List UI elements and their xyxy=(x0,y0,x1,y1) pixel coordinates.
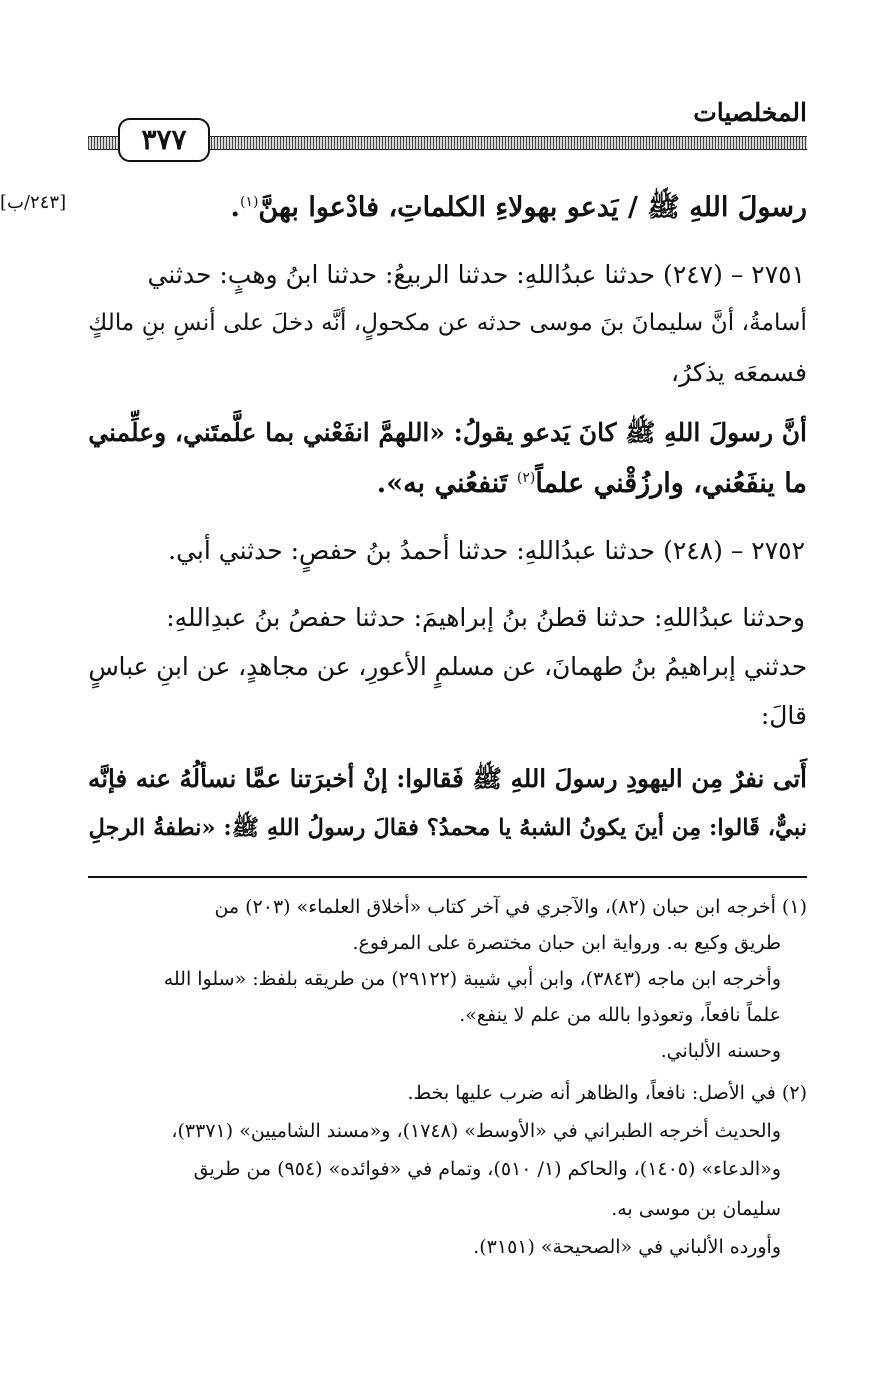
body-line: نبيٌّ، قَالوا: مِن أينَ يكونُ الشبهُ يا محمدُ؟ فقالَ رسولُ اللهِ ﷺ: «نطفةُ الرجلِ xyxy=(88,815,807,841)
body-line: أسامةُ، أنَّ سليمانَ بنَ موسى حدثه عن مكحولٍ، أنَّه دخلَ على أنسِ بنِ مالكٍ xyxy=(88,309,807,336)
body-line: ٢٧٥١ – (٢٤٧) حدثنا عبدُاللهِ: حدثنا الربيعُ: حدثنا ابنُ وهبٍ: حدثني xyxy=(147,260,805,289)
footnote-ref: (٢) xyxy=(516,470,536,486)
body-line: وحدثنا عبدُاللهِ: حدثنا قطنُ بنُ إبراهيمَ: حدثنا حفصُ بنُ عبدِاللهِ: xyxy=(166,603,805,632)
page-number-box xyxy=(118,118,210,162)
footnote-line: سليمان بن موسى به. xyxy=(611,1198,781,1220)
running-title: المخلصيات xyxy=(693,98,807,127)
footnote-line: والحديث أخرجه الطبراني في «الأوسط» (١٧٤٨)، و«مسند الشاميين» (٣٣٧١)، xyxy=(171,1120,781,1142)
footnote-line: وأورده الألباني في «الصحيحة» (٣١٥١). xyxy=(473,1236,781,1258)
body-line: أَتى نفرٌ مِن اليهودِ رسولَ اللهِ ﷺ فَقالوا: إنْ أخبرَتنا عمَّا نسألُهُ عنه فإنَّه xyxy=(88,764,807,793)
footnote-line: وحسنه الألباني. xyxy=(660,1040,781,1062)
body-line: ٢٧٥٢ – (٢٤٨) حدثنا عبدُاللهِ: حدثنا أحمدُ بنُ حفصٍ: حدثني أبي. xyxy=(168,536,805,565)
footnote-line: علماً نافعاً، وتعوذوا بالله من علم لا ينفع». xyxy=(459,1004,781,1026)
margin-reference: [٢٤٣/ب] xyxy=(0,192,67,213)
body-line: قالَ: xyxy=(760,701,807,730)
footnote-separator xyxy=(88,876,807,878)
footnote-line: (٢) في الأصل: نافعاً، والظاهر أنه ضرب عليها بخط. xyxy=(407,1082,807,1104)
page-number: ٣٧٧ xyxy=(141,123,187,156)
body-line: حدثني إبراهيمُ بنُ طهمانَ، عن مسلمٍ الأعورِ، عن مجاهدٍ، عن ابنِ عباسٍ xyxy=(88,652,807,681)
footnote-line: طريق وكيع به. ورواية ابن حبان مختصرة على المرفوع. xyxy=(352,932,781,954)
body-line: فسمعَه يذكرُ، xyxy=(671,358,807,387)
footnote-line: و«الدعاء» (١٤٠٥)، والحاكم (١/ ٥١٠)، وتمام في «فوائده» (٩٥٤) من طريق xyxy=(193,1158,781,1180)
body-line: رسولَ اللهِ ﷺ / يَدعو بهولاءِ الكلماتِ، فادْعوا بهنَّ$^{(١)}$. xyxy=(230,192,807,223)
body-line: ما ينفَعُني، وارزُقْني علماً$^{(٢)}$ تَنفعُني به». xyxy=(376,468,807,499)
footnote-ref: (١) xyxy=(239,194,259,210)
footnote-line: وأخرجه ابن ماجه (٣٨٤٣)، وابن أبي شيبة (٢٩١٢٢) من طريقه بلفظ: «سلوا الله xyxy=(163,968,781,990)
body-line: أنَّ رسولَ اللهِ ﷺ كانَ يَدعو يقولُ: «اللهمَّ انفَعْني بما علَّمتَني، وعلِّمني xyxy=(88,418,807,447)
footnote-line: (١) أخرجه ابن حبان (٨٢)، والآجري في آخر كتاب «أخلاق العلماء» (٢٠٣) من xyxy=(214,896,807,918)
